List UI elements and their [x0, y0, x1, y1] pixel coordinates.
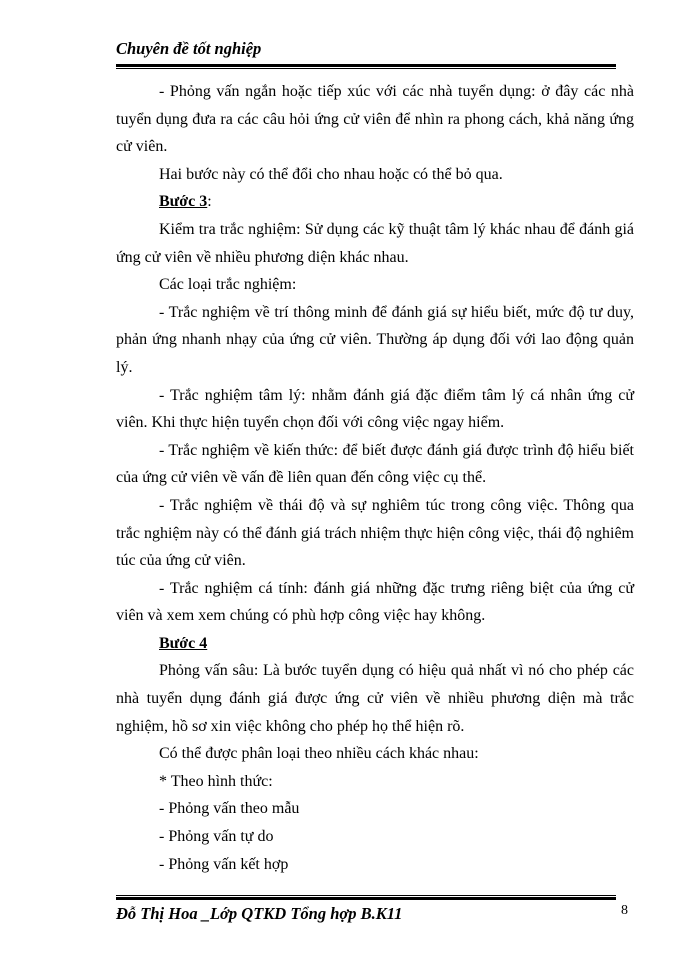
footer-author-class: Đỗ Thị Hoa _Lớp QTKD Tổng hợp B.K11	[116, 904, 403, 923]
footer-rule-thick	[116, 897, 616, 900]
running-header-title: Chuyên đề tốt nghiệp	[116, 39, 262, 58]
paragraph: - Trắc nghiệm về kiến thức: để biết được đánh giá được trình độ hiểu biết của ứng cử viên về vấn đề liên quan đến công việc cụ thể.	[116, 441, 634, 487]
paragraph: Các loại trắc nghiệm:	[159, 276, 297, 294]
paragraph: Kiểm tra trắc nghiệm: Sử dụng các kỹ thuật tâm lý khác nhau để đánh giá ứng cử viên về nhiều phương diện khác nhau.	[116, 220, 634, 266]
header-rule-thin	[116, 68, 616, 69]
paragraph: - Phỏng vấn ngắn hoặc tiếp xúc với các nhà tuyển dụng: ở đây các nhà tuyển dụng đưa ra các câu hỏi ứng cử viên để nhìn ra phong cách, khả năng ứng cử viên.	[116, 83, 634, 156]
document-body	[116, 78, 634, 878]
list-item: - Phỏng vấn kết hợp	[159, 855, 289, 873]
list-item: - Phỏng vấn theo mẫu	[159, 800, 300, 818]
paragraph: Có thể được phân loại theo nhiều cách khác nhau:	[159, 745, 479, 763]
step3-label: Bước 3	[159, 193, 208, 211]
step4-label: Bước 4	[159, 634, 208, 652]
paragraph: Phỏng vấn sâu: Là bước tuyển dụng có hiệu quả nhất vì nó cho phép các nhà tuyển dụng đánh giá được ứng cử viên về nhiều phương diện mà trắc nghiệm, hồ sơ xin việc không cho phép họ thể hiện rõ.	[116, 662, 634, 735]
paragraph: - Trắc nghiệm về trí thông minh để đánh giá sự hiểu biết, mức độ tư duy, phản ứng nhanh nhạy của ứng cử viên. Thường áp dụng đối với lao động quản lý.	[116, 303, 634, 376]
paragraph: Hai bước này có thể đổi cho nhau hoặc có thể bỏ qua.	[159, 165, 503, 183]
step3-colon: :	[207, 193, 212, 211]
footer-rule-thin	[116, 895, 616, 896]
list-item: - Phỏng vấn tự do	[159, 828, 274, 846]
section-heading-step3	[116, 188, 634, 216]
paragraph: - Trắc nghiệm về thái độ và sự nghiêm túc trong công việc. Thông qua trắc nghiệm này có thể đánh giá trách nhiệm thực hiện công việc, thái độ nghiêm túc của ứng cử viên.	[116, 496, 634, 570]
header-rule-thick	[116, 64, 616, 67]
paragraph: * Theo hình thức:	[159, 772, 273, 790]
paragraph: - Trắc nghiệm cá tính: đánh giá những đặc trưng riêng biệt của ứng cử viên và xem xem chúng có phù hợp công việc hay không.	[116, 579, 634, 625]
page-number: 8	[621, 903, 628, 918]
section-heading-step4	[116, 630, 634, 658]
paragraph: - Trắc nghiệm tâm lý: nhằm đánh giá đặc điểm tâm lý cá nhân ứng cử viên. Khi thực hiện tuyển chọn đối với công việc ngay hiểm.	[116, 386, 634, 432]
